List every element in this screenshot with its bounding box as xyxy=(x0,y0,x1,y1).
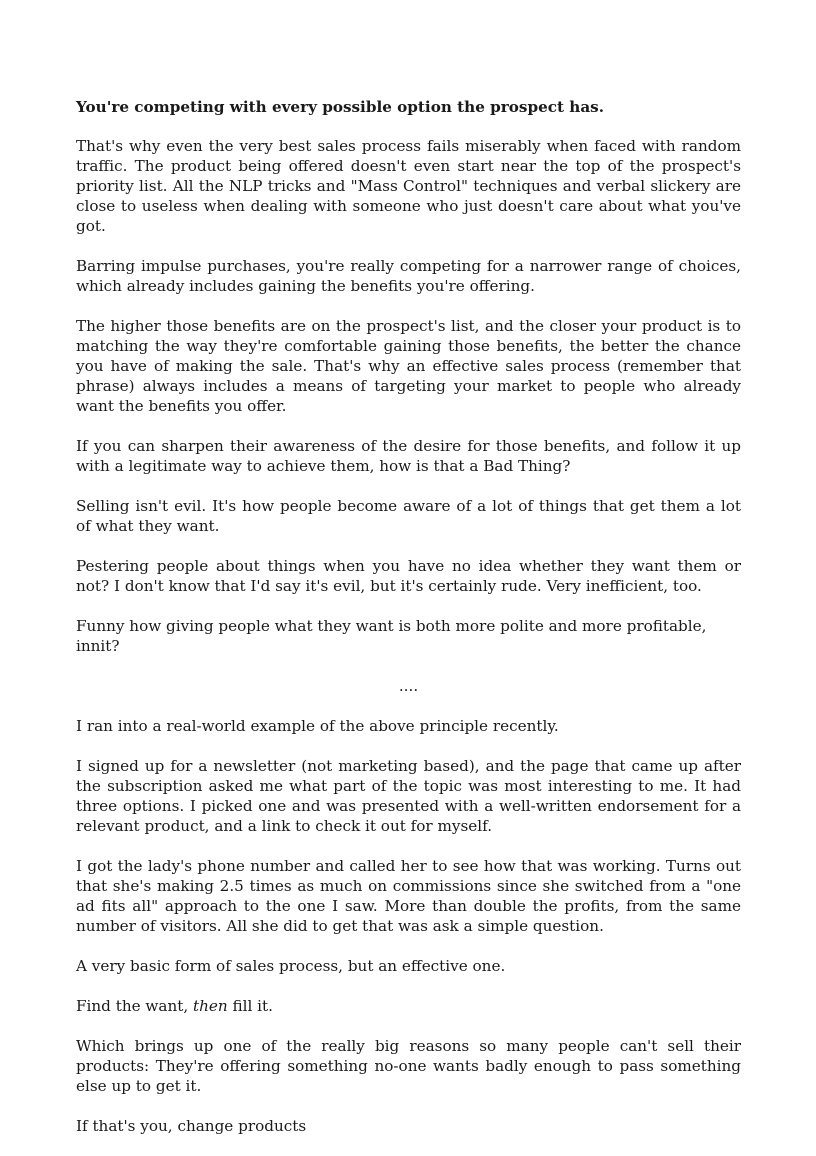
closing-line: If that's you, change products xyxy=(76,1117,307,1135)
paragraph: If you can sharpen their awareness of the desire for those benefits, and follow it up with a legitimate way to achieve them, how is that a Bad Thing? xyxy=(76,437,741,475)
paragraph: Funny how giving people what they want is both more polite and more profitable, innit? xyxy=(76,617,707,655)
emphasis-text: then xyxy=(193,997,228,1015)
paragraph: That's why even the very best sales process fails miserably when faced with random traffic. The product being offered doesn't even start near the top of the prospect's priority list. All the NLP tricks and "Mass Control" techniques and verbal slickery are close to useless when dealing with someone who just doesn't care about what you've got. xyxy=(76,137,741,235)
paragraph: I signed up for a newsletter (not marketing based), and the page that came up after the subscription asked me what part of the topic was most interesting to me. It had three options. I picked one and was presented with a well-written endorsement for a relevant product, and a link to check it out for myself. xyxy=(76,757,741,835)
document-page xyxy=(76,97,741,1156)
paragraph: I got the lady's phone number and called her to see how that was working. Turns out that she's making 2.5 times as much on commissions since she switched from a "one ad fits all" approach to the one I saw. More than double the profits, from the same number of visitors. All she did to get that was ask a simple question. xyxy=(76,857,741,935)
paragraph: The higher those benefits are on the prospect's list, and the closer your product is to matching the way they're comfortable gaining those benefits, the better the chance you have of making the sale. That's why an effective sales process (remember that phrase) always includes a means of targeting your market to people who already want the benefits you offer. xyxy=(76,317,741,415)
paragraph: I ran into a real-world example of the above principle recently. xyxy=(76,717,559,735)
paragraph: Barring impulse purchases, you're really competing for a narrower range of choices, which already includes gaining the benefits you're offering. xyxy=(76,257,741,295)
text-span: Find the want, xyxy=(76,997,194,1015)
section-heading: You're competing with every possible option the prospect has. xyxy=(76,98,605,116)
section-separator: .... xyxy=(398,677,419,695)
paragraph: A very basic form of sales process, but an effective one. xyxy=(76,957,506,975)
paragraph: Selling isn't evil. It's how people become aware of a lot of things that get them a lot of what they want. xyxy=(76,497,741,535)
find-the-want-paragraph xyxy=(76,996,741,1016)
paragraph: Pestering people about things when you have no idea whether they want them or not? I don't know that I'd say it's evil, but it's certainly rude. Very inefficient, too. xyxy=(76,557,741,595)
text-span: fill it. xyxy=(227,997,273,1015)
paragraph: Which brings up one of the really big reasons so many people can't sell their products: They're offering something no-one wants badly enough to pass something else up to get it. xyxy=(76,1037,741,1095)
